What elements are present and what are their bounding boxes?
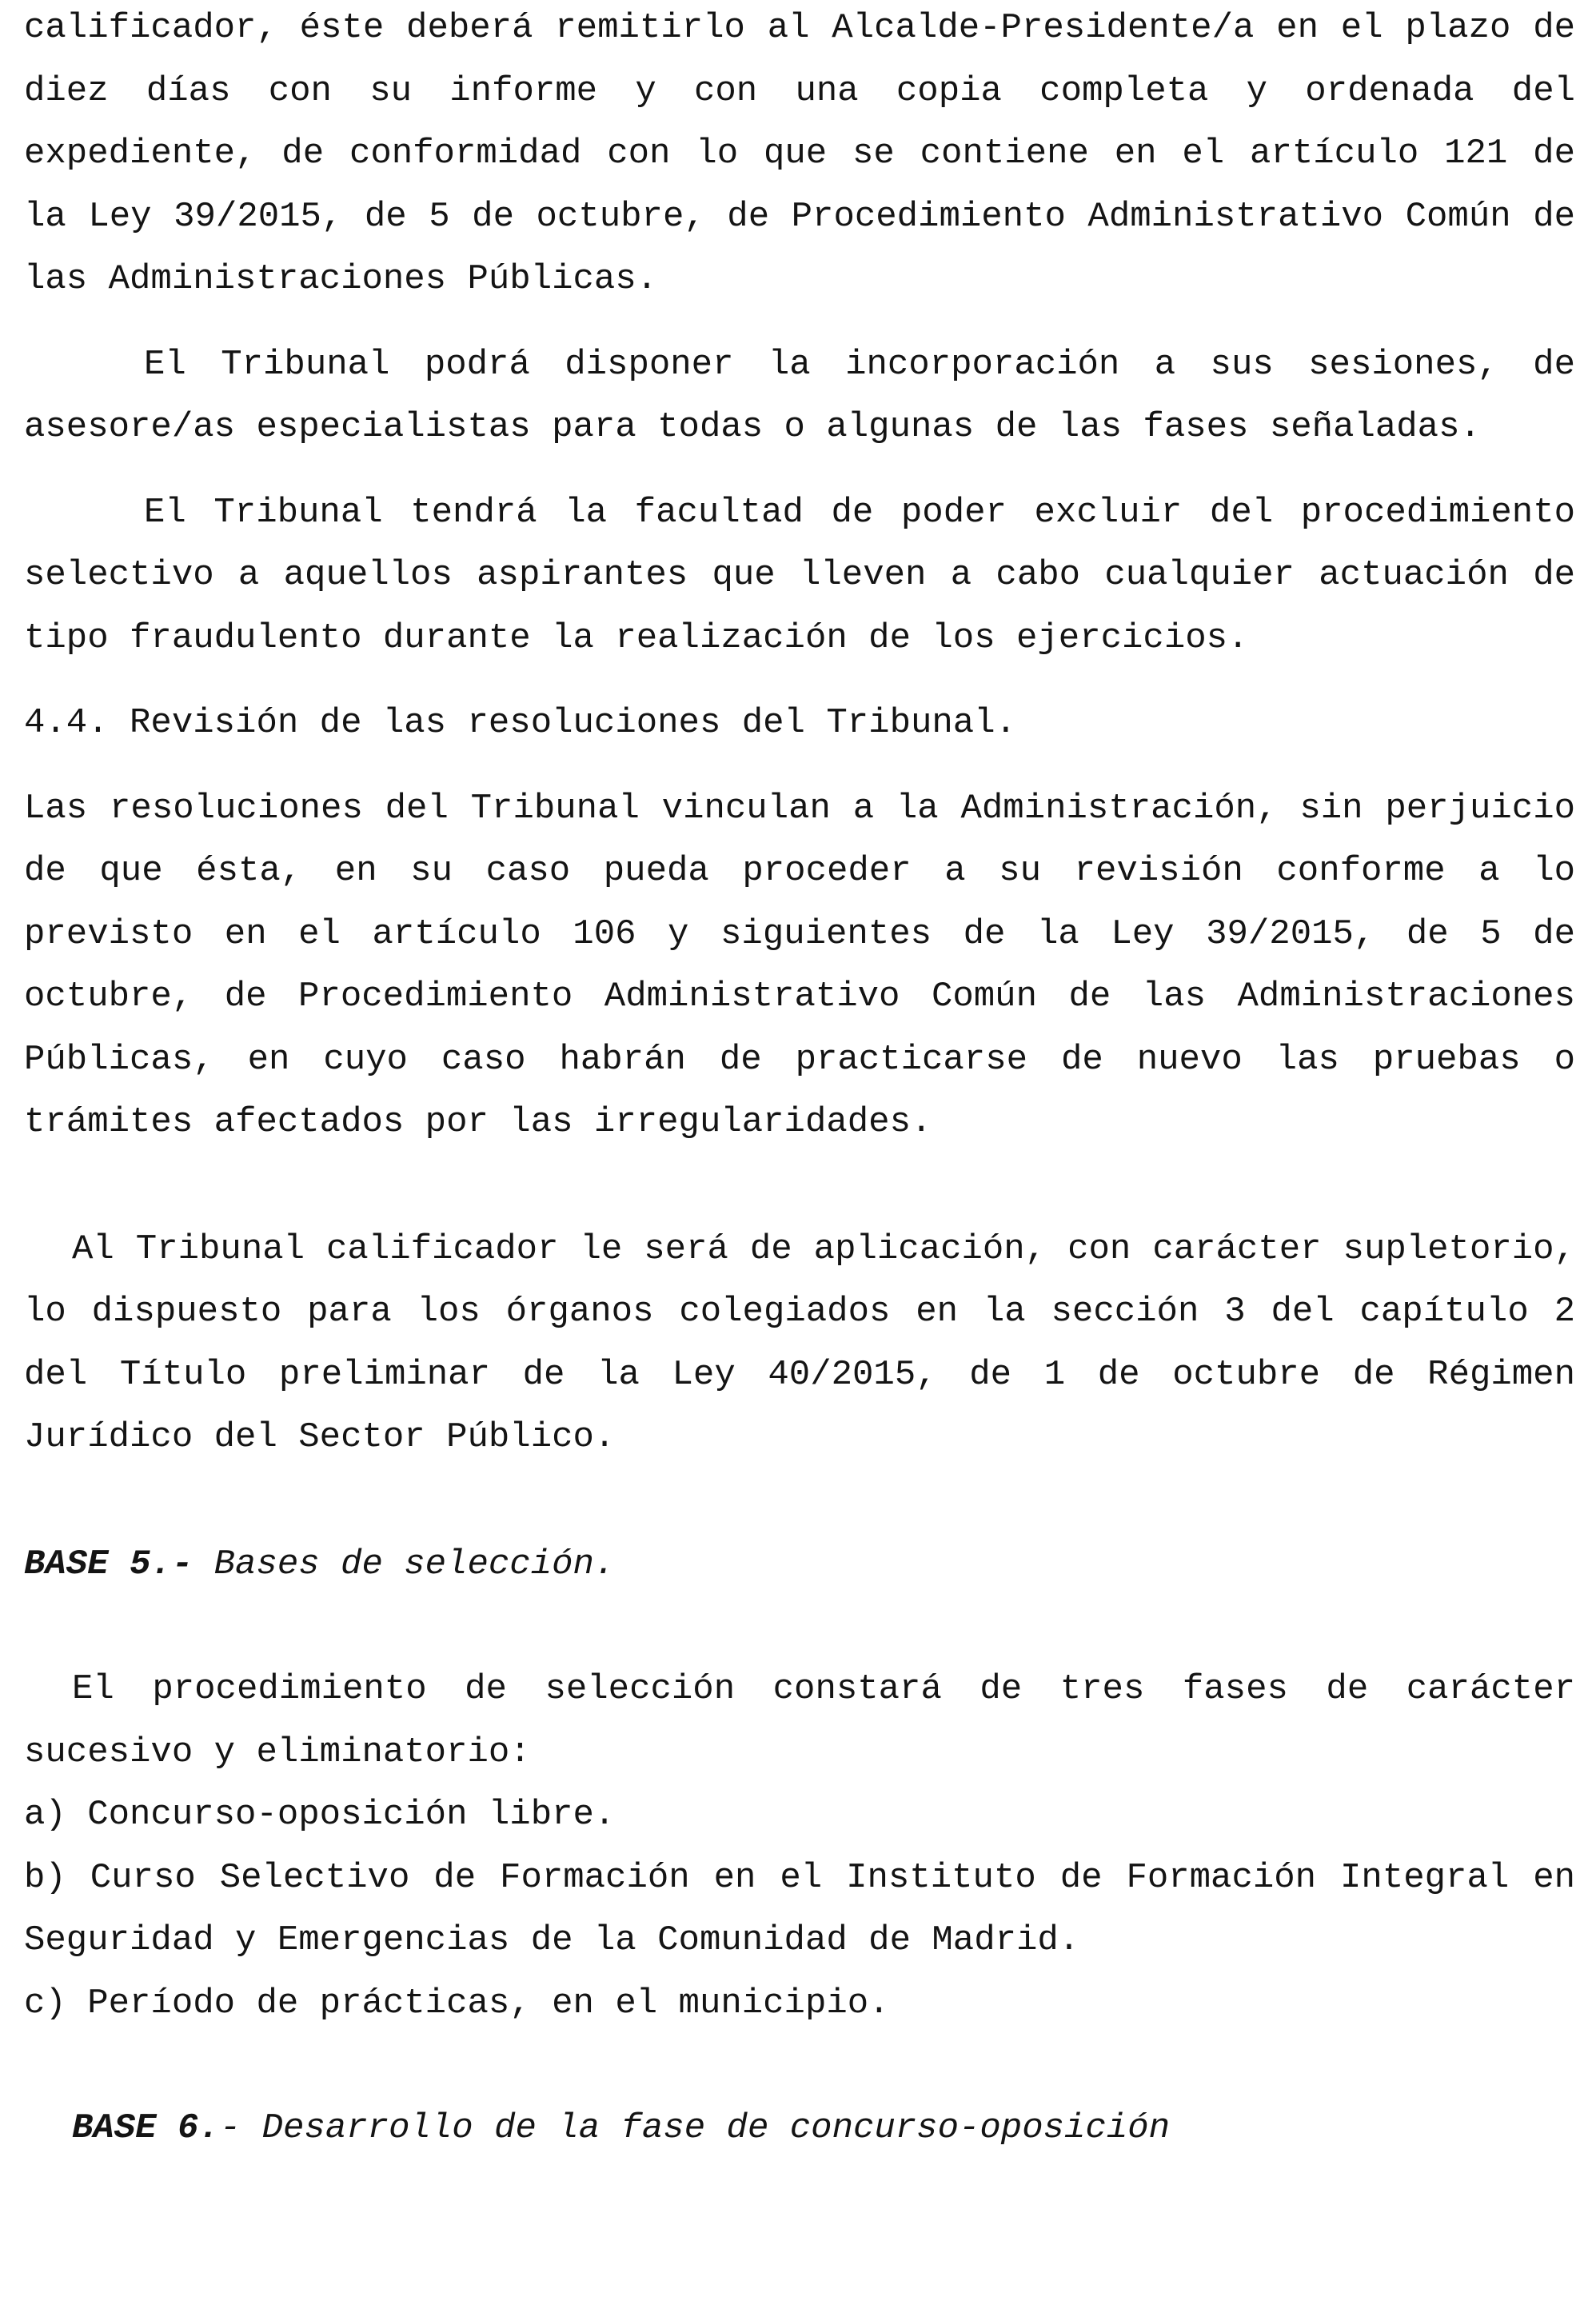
section-heading-4-4: 4.4. Revisión de las resoluciones del Tribunal.	[24, 703, 1017, 743]
base-5-heading	[24, 1533, 1575, 1596]
paragraph-expediente: calificador, éste deberá remitirlo al Alcalde-Presidente/a en el plazo de diez días con su informe y con una copia completa y ordenada del expediente, de conformidad con lo que se contiene en el artículo 121 de la Ley 39/2015, de 5 de octubre, de Procedimiento Administrativo Común de las Administraciones Públicas.	[24, 8, 1575, 299]
base-6-label: BASE 6.	[72, 2108, 220, 2148]
paragraph-asesores: El Tribunal podrá disponer la incorporación a sus sesiones, de asesore/as especialistas para todas o algunas de las fases señaladas.	[24, 344, 1575, 447]
list-item: a) Concurso-oposición libre.	[24, 1795, 616, 1835]
paragraph-resoluciones: Las resoluciones del Tribunal vinculan a la Administración, sin perjuicio de que ésta, en su caso pueda proceder a su revisión conforme a lo previsto en el artículo 106 y siguientes de la Ley 39/2015, de 5 de octubre, de Procedimiento Administrativo Común de las Administraciones Públicas, en cuyo caso habrán de practicarse de nuevo las pruebas o trámites afectados por las irregularidades.	[24, 788, 1575, 1142]
base-6-heading	[24, 2097, 1575, 2160]
base-6-title: - Desarrollo de la fase de concurso-oposición	[219, 2108, 1171, 2148]
list-item: b) Curso Selectivo de Formación en el Instituto de Formación Integral en Seguridad y Emergencias de la Comunidad de Madrid.	[24, 1857, 1575, 1960]
paragraph-exclusion: El Tribunal tendrá la facultad de poder excluir del procedimiento selectivo a aquellos aspirantes que lleven a cabo cualquier actuación de tipo fraudulento durante la realización de los ejercicios.	[24, 492, 1575, 658]
paragraph-fases: El procedimiento de selección constará de tres fases de carácter sucesivo y eliminatorio:	[24, 1669, 1575, 1772]
base-5-label: BASE 5.-	[24, 1544, 194, 1584]
base-5-title: Bases de selección.	[193, 1544, 616, 1584]
phase-list	[24, 1784, 1575, 2035]
paragraph-supletorio: Al Tribunal calificador le será de aplicación, con carácter supletorio, lo dispuesto para los órganos colegiados en la sección 3 del capítulo 2 del Título preliminar de la Ley 40/2015, de 1 de octubre de Régimen Jurídico del Sector Público.	[24, 1228, 1575, 1457]
list-item: c) Período de prácticas, en el municipio.	[24, 1983, 890, 2023]
